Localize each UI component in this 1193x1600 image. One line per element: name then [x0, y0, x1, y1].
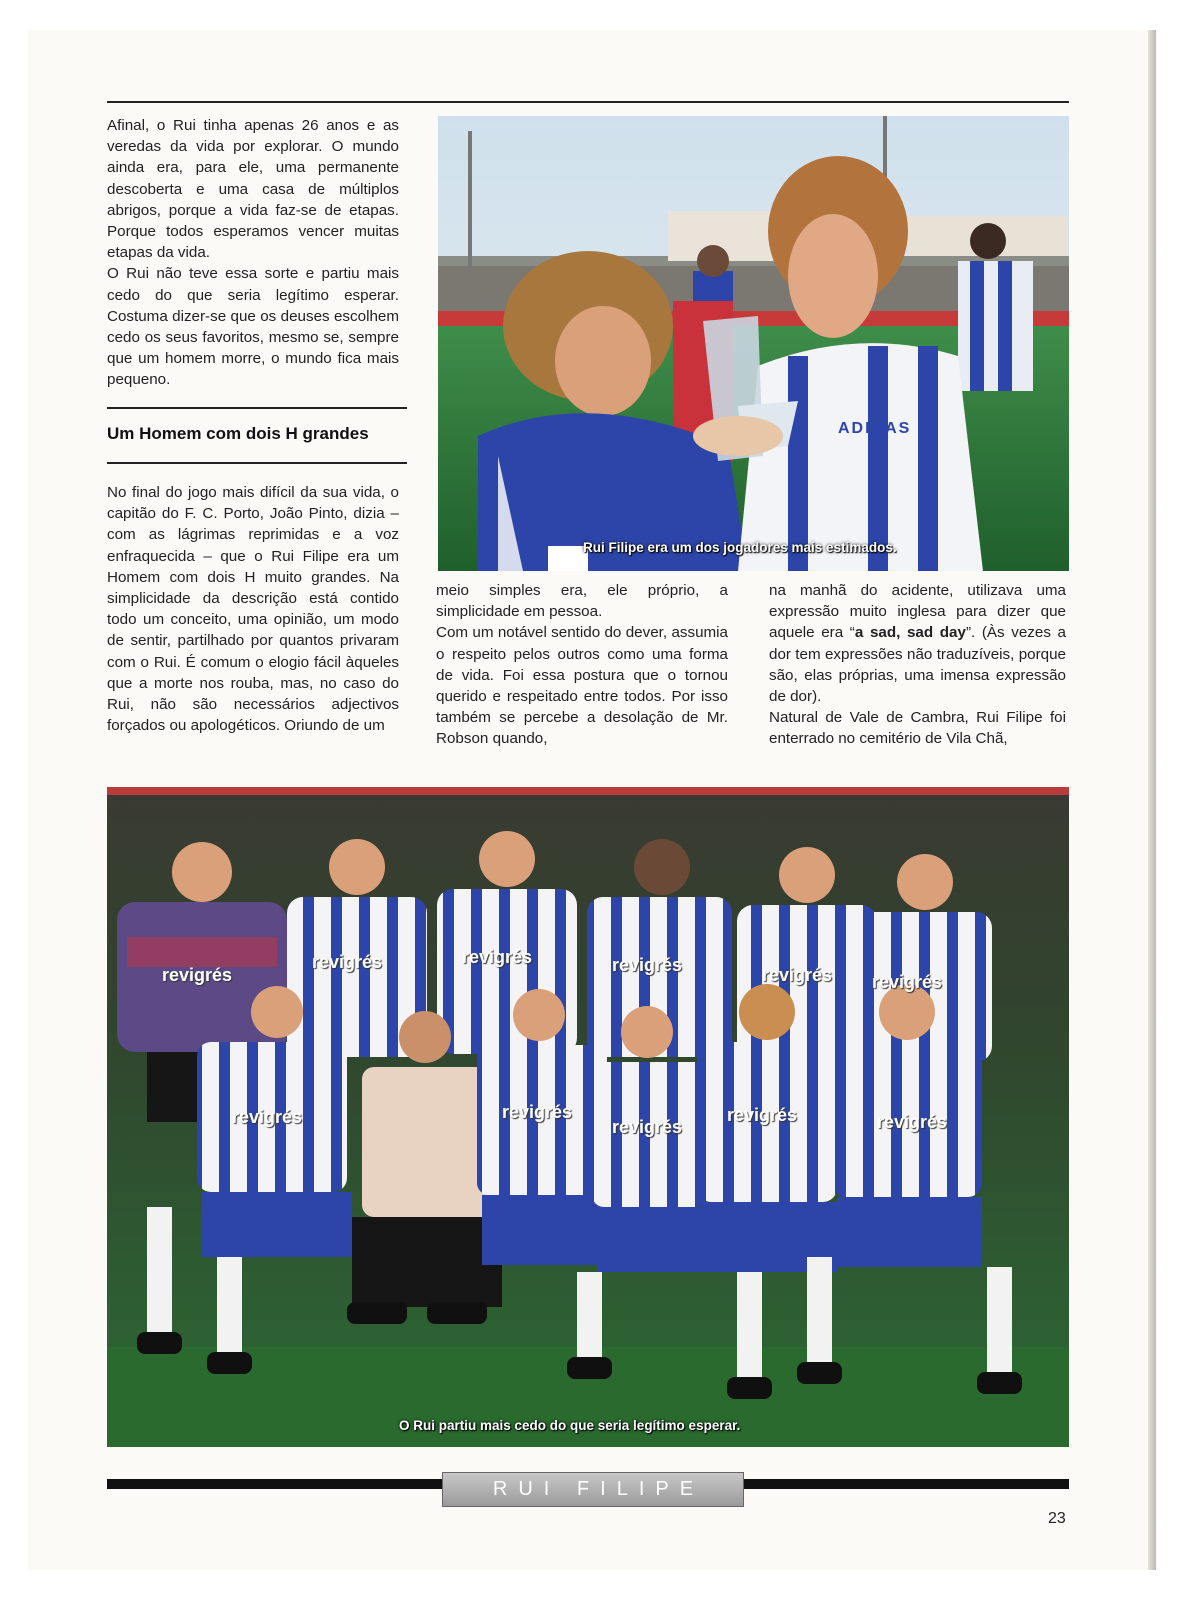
sponsor-text: revigrés — [872, 972, 943, 992]
sponsor-text: revigrés — [462, 947, 533, 967]
article-column-2 — [436, 580, 728, 750]
sponsor-text: revigrés — [612, 955, 683, 975]
paragraph: No final do jogo mais difícil da sua vida, o capitão do F. C. Porto, João Pinto, dizia – com as lágrimas reprimidas e a voz enfraquecida – que o Rui Filipe era um Homem com dois H muito grandes. Na simplicidade da descrição está contido todo um conceito, uma opinião, um modo de sentir, partilhado por quantos privaram com o Rui. É comum o elogio fácil àqueles que a morte nos rouba, mas, no caso do Rui, não são necessários adjectivos forçados ou apologéticos. Oriundo de um — [107, 484, 399, 735]
top-photo-caption: Rui Filipe era um dos jogadores mais estimados. — [583, 540, 897, 555]
paragraph: Com um notável sentido do dever, assumia o respeito pelos outros como uma forma de vida. Foi essa postura que o tornou querido e respeitado entre todos. Por isso também se percebe a desolação de Mr. Robson quando, — [436, 624, 728, 748]
article-column-1-continued — [107, 482, 399, 736]
top-photo-shirt-sponsor: ADIDAS — [838, 420, 912, 437]
quote-emphasis: a sad, sad day — [854, 624, 966, 642]
article-column-1 — [107, 115, 399, 391]
sponsor-text: revigrés — [727, 1105, 798, 1125]
footer-title-box — [442, 1472, 744, 1507]
sponsor-text: revigrés — [502, 1102, 573, 1122]
sponsor-text: revigrés — [312, 952, 383, 972]
paragraph: Afinal, o Rui tinha apenas 26 anos e as veredas da vida por explorar. O mundo ainda era, para ele, uma permanente descoberta e uma casa de múltiplos abrigos, porque a vida faz-se de etapas. Porque todos esperamos vencer muitas etapas da vida. — [107, 117, 399, 262]
page-number: 23 — [1048, 1510, 1066, 1527]
page-spine-shadow — [1148, 30, 1156, 1570]
sponsor-text: revigrés — [232, 1107, 303, 1127]
sponsor-text: revigrés — [877, 1112, 948, 1132]
paragraph: Natural de Vale de Cambra, Rui Filipe foi enterrado no cemitério de Vila Chã, — [769, 709, 1066, 748]
sponsor-text: revigrés — [162, 965, 233, 985]
sponsor-text: revigrés — [762, 965, 833, 985]
subheading-rule-bottom — [107, 462, 407, 464]
subheading-rule-top — [107, 407, 407, 409]
paragraph: O Rui não teve essa sorte e partiu mais cedo do que seria legítimo esperar. Costuma dizer-se que os deuses escolhem cedo os seus favoritos, mesmo se, sempre que um homem morre, o mundo fica mais pequeno. — [107, 265, 399, 389]
team-photo-caption: O Rui partiu mais cedo do que seria legítimo esperar. — [399, 1418, 741, 1433]
team-photo — [107, 787, 1069, 1447]
subheading: Um Homem com dois H grandes — [107, 424, 369, 443]
paragraph: na manhã do acidente, utilizava uma expressão muito inglesa para dizer que aquele era “a sad, sad day”. (Às vezes a dor tem expressões não traduzíveis, porque são, elas próprias, uma imensa expressão de dor). — [769, 582, 1066, 706]
footer-title: RUI FILIPE — [492, 1478, 705, 1500]
top-rule — [107, 101, 1069, 103]
sponsor-text: revigrés — [612, 1117, 683, 1137]
top-photo-illustration — [438, 116, 1069, 571]
article-column-3 — [769, 580, 1066, 750]
top-photo — [438, 116, 1069, 571]
paragraph: meio simples era, ele próprio, a simplicidade em pessoa. — [436, 582, 728, 621]
